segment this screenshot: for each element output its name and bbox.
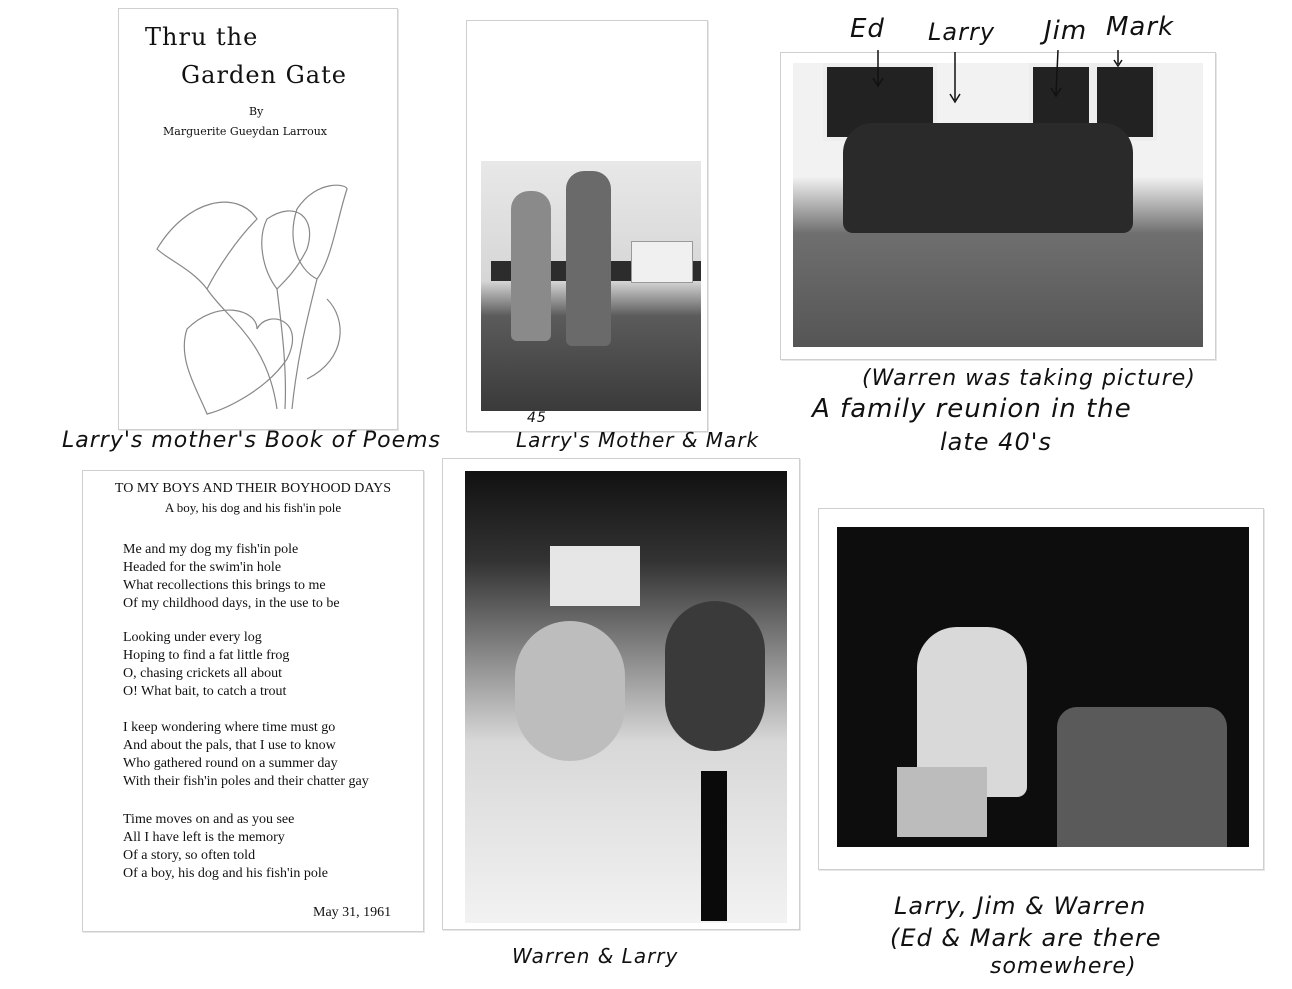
photo-larry-jim-warren: [837, 527, 1249, 847]
book-title-line2: Garden Gate: [181, 61, 347, 89]
poem-line: Of a story, so often told: [123, 848, 256, 863]
caption-reunion-line2: A family reunion in the: [812, 394, 1132, 424]
poem-line: All I have left is the memory: [123, 830, 285, 845]
poem-line: What recollections this brings to me: [123, 578, 326, 593]
caption-bottom-right-line3: somewhere): [990, 954, 1137, 979]
photo-frame-warren-larry: [442, 458, 800, 930]
book-title-line1: Thru the: [145, 23, 259, 51]
poem-line: And about the pals, that I use to know: [123, 738, 336, 753]
photo-warren-and-larry: [465, 471, 787, 923]
name-jim: Jim: [1044, 16, 1088, 46]
poem-line: With their fish'in poles and their chatter gay: [123, 774, 369, 789]
poem-line: Who gathered round on a summer day: [123, 756, 338, 771]
caption-bottom-right-line1: Larry, Jim & Warren: [894, 892, 1147, 920]
poem-line: Looking under every log: [123, 630, 262, 645]
poem-line: Headed for the swim'in hole: [123, 560, 282, 575]
poem-stanza-2: [123, 629, 289, 701]
poem-line: Hoping to find a fat little frog: [123, 648, 290, 663]
poem-subtitle: A boy, his dog and his fish'in pole: [164, 500, 342, 515]
poem-line: Time moves on and as you see: [123, 812, 295, 827]
poem-line: O! What bait, to catch a trout: [123, 684, 287, 699]
book-by: By: [249, 105, 264, 118]
book-author: Marguerite Gueydan Larroux: [163, 125, 327, 138]
caption-bottom-right-line2: (Ed & Mark are there: [890, 924, 1162, 952]
pointer-arrows: [860, 44, 1130, 114]
name-ed: Ed: [850, 14, 885, 44]
caption-reunion-line3: late 40's: [940, 428, 1052, 456]
poem-stanza-3: [123, 719, 369, 791]
poem-line: O, chasing crickets all about: [123, 666, 283, 681]
photo-mother-and-mark: [481, 161, 701, 411]
poem-line: Of a boy, his dog and his fish'in pole: [123, 866, 328, 881]
poem-stanza-1: [123, 541, 340, 613]
name-mark: Mark: [1106, 12, 1175, 42]
poem-card: [82, 470, 424, 932]
book-cover: [118, 8, 398, 430]
poem-date: May 31, 1961: [313, 905, 392, 920]
poem-line: Of my childhood days, in the use to be: [123, 596, 340, 611]
calla-lily-drawing: [147, 179, 367, 419]
poem-line: I keep wondering where time must go: [123, 720, 336, 735]
poem-stanza-4: [123, 811, 328, 883]
caption-mother-mark: Larry's Mother & Mark: [516, 428, 760, 452]
name-larry: Larry: [928, 18, 996, 46]
caption-reunion-line1: (Warren was taking picture): [862, 366, 1196, 391]
photo-frame-mother-mark: [466, 20, 708, 432]
caption-book: Larry's mother's Book of Poems: [62, 428, 441, 453]
caption-warren-larry: Warren & Larry: [512, 944, 679, 968]
photo-frame-larry-jim-warren: [818, 508, 1264, 870]
caption-year: 45: [527, 410, 547, 426]
poem-title: TO MY BOYS AND THEIR BOYHOOD DAYS: [114, 481, 392, 496]
poem-line: Me and my dog my fish'in pole: [123, 542, 299, 557]
